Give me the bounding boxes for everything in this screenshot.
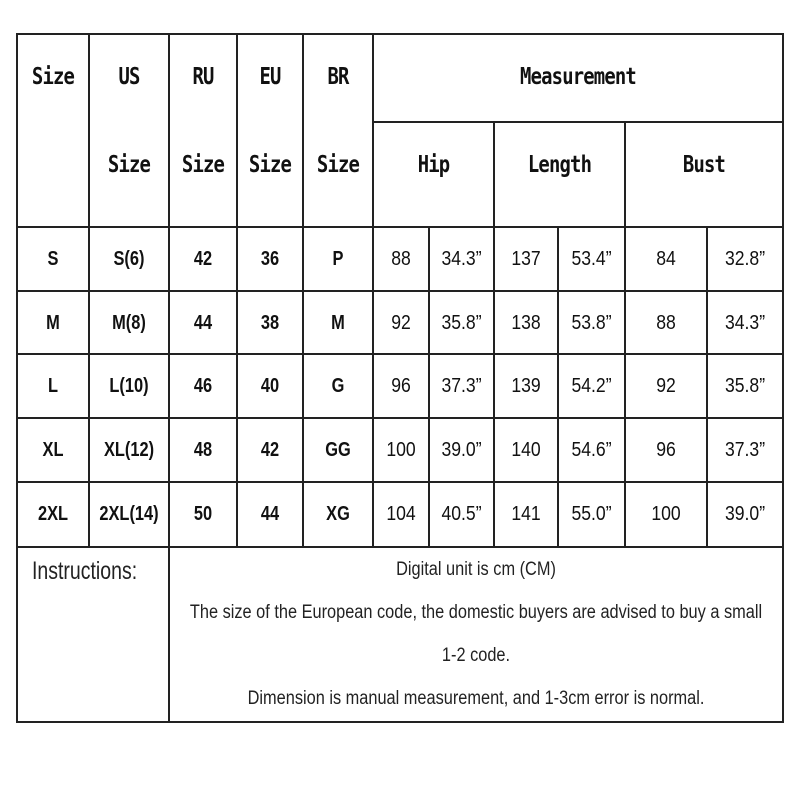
cell-us: S(6) [113, 247, 145, 270]
cell-length-in: 55.0” [571, 502, 612, 525]
cell-bust-cm: 92 [656, 374, 676, 397]
cell-bust-in: 34.3” [724, 311, 766, 334]
header-measurement: Measurement [520, 64, 636, 90]
grid-line [706, 226, 708, 546]
instructions-line-2: The size of the European code, the domestic buyers are advised to buy a small [189, 602, 763, 623]
cell-length-cm: 138 [511, 311, 541, 334]
header-us: US [118, 64, 140, 90]
header-br-sub: Size [316, 152, 360, 178]
cell-eu: 40 [260, 374, 280, 397]
header-length: Length [527, 152, 592, 178]
header-us-sub: Size [107, 152, 151, 178]
cell-us: 2XL(14) [99, 502, 159, 525]
cell-length-cm: 137 [511, 247, 541, 270]
grid-line [16, 546, 784, 548]
cell-bust-in: 39.0” [724, 502, 766, 525]
header-eu: EU [259, 64, 281, 90]
grid-line [557, 226, 559, 546]
cell-br: M [331, 311, 345, 334]
cell-ru: 42 [193, 247, 213, 270]
cell-br: P [332, 247, 344, 270]
cell-bust-cm: 88 [656, 311, 676, 334]
instructions-line-3: 1-2 code. [441, 645, 511, 666]
size-chart [16, 33, 784, 723]
cell-us: M(8) [112, 311, 146, 334]
instructions-line-1: Digital unit is cm (CM) [396, 559, 556, 580]
cell-length-cm: 141 [511, 502, 541, 525]
cell-us: L(10) [109, 374, 149, 397]
header-size: Size [31, 64, 75, 90]
header-ru: RU [192, 64, 214, 90]
cell-bust-cm: 84 [656, 247, 676, 270]
header-hip: Hip [417, 152, 450, 178]
grid-line [428, 226, 430, 546]
header-bust: Bust [682, 152, 726, 178]
cell-eu: 38 [260, 311, 280, 334]
grid-line [16, 721, 784, 723]
grid-line [782, 33, 784, 723]
cell-eu: 42 [260, 438, 280, 461]
cell-hip-cm: 104 [386, 502, 416, 525]
cell-hip-cm: 92 [391, 311, 411, 334]
cell-ru: 44 [193, 311, 213, 334]
header-eu-sub: Size [248, 152, 292, 178]
grid-line [372, 33, 374, 546]
cell-size: S [47, 247, 59, 270]
cell-hip-in: 37.3” [441, 374, 482, 397]
cell-bust-in: 37.3” [724, 438, 766, 461]
cell-br: XG [326, 502, 350, 525]
cell-length-in: 53.8” [571, 311, 612, 334]
grid-line [302, 33, 304, 546]
cell-ru: 50 [193, 502, 213, 525]
cell-eu: 44 [260, 502, 280, 525]
grid-line [624, 121, 626, 546]
cell-hip-in: 39.0” [441, 438, 482, 461]
cell-size: M [46, 311, 60, 334]
cell-hip-in: 40.5” [441, 502, 482, 525]
cell-ru: 46 [193, 374, 213, 397]
grid-line [16, 33, 784, 35]
cell-length-in: 54.6” [571, 438, 612, 461]
cell-hip-cm: 88 [391, 247, 411, 270]
cell-br: GG [325, 438, 351, 461]
cell-length-in: 53.4” [571, 247, 612, 270]
cell-length-cm: 139 [511, 374, 541, 397]
cell-us: XL(12) [103, 438, 155, 461]
cell-ru: 48 [193, 438, 213, 461]
cell-bust-in: 35.8” [724, 374, 766, 397]
cell-bust-in: 32.8” [724, 247, 766, 270]
cell-length-in: 54.2” [571, 374, 612, 397]
cell-bust-cm: 100 [651, 502, 681, 525]
cell-hip-cm: 100 [386, 438, 416, 461]
cell-br: G [331, 374, 345, 397]
grid-line [493, 121, 495, 546]
cell-hip-cm: 96 [391, 374, 411, 397]
instructions-label: Instructions: [32, 556, 138, 585]
cell-hip-in: 35.8” [441, 311, 482, 334]
cell-size: L [47, 374, 59, 397]
header-ru-sub: Size [181, 152, 225, 178]
cell-eu: 36 [260, 247, 280, 270]
instructions-line-4: Dimension is manual measurement, and 1-3cm error is normal. [247, 688, 705, 709]
cell-length-cm: 140 [511, 438, 541, 461]
header-br: BR [327, 64, 349, 90]
cell-size: XL [42, 438, 64, 461]
cell-size: 2XL [37, 502, 69, 525]
cell-bust-cm: 96 [656, 438, 676, 461]
grid-line [372, 121, 784, 123]
cell-hip-in: 34.3” [441, 247, 482, 270]
grid-line [168, 33, 170, 723]
grid-line [16, 33, 18, 723]
grid-line [88, 33, 90, 546]
grid-line [236, 33, 238, 546]
